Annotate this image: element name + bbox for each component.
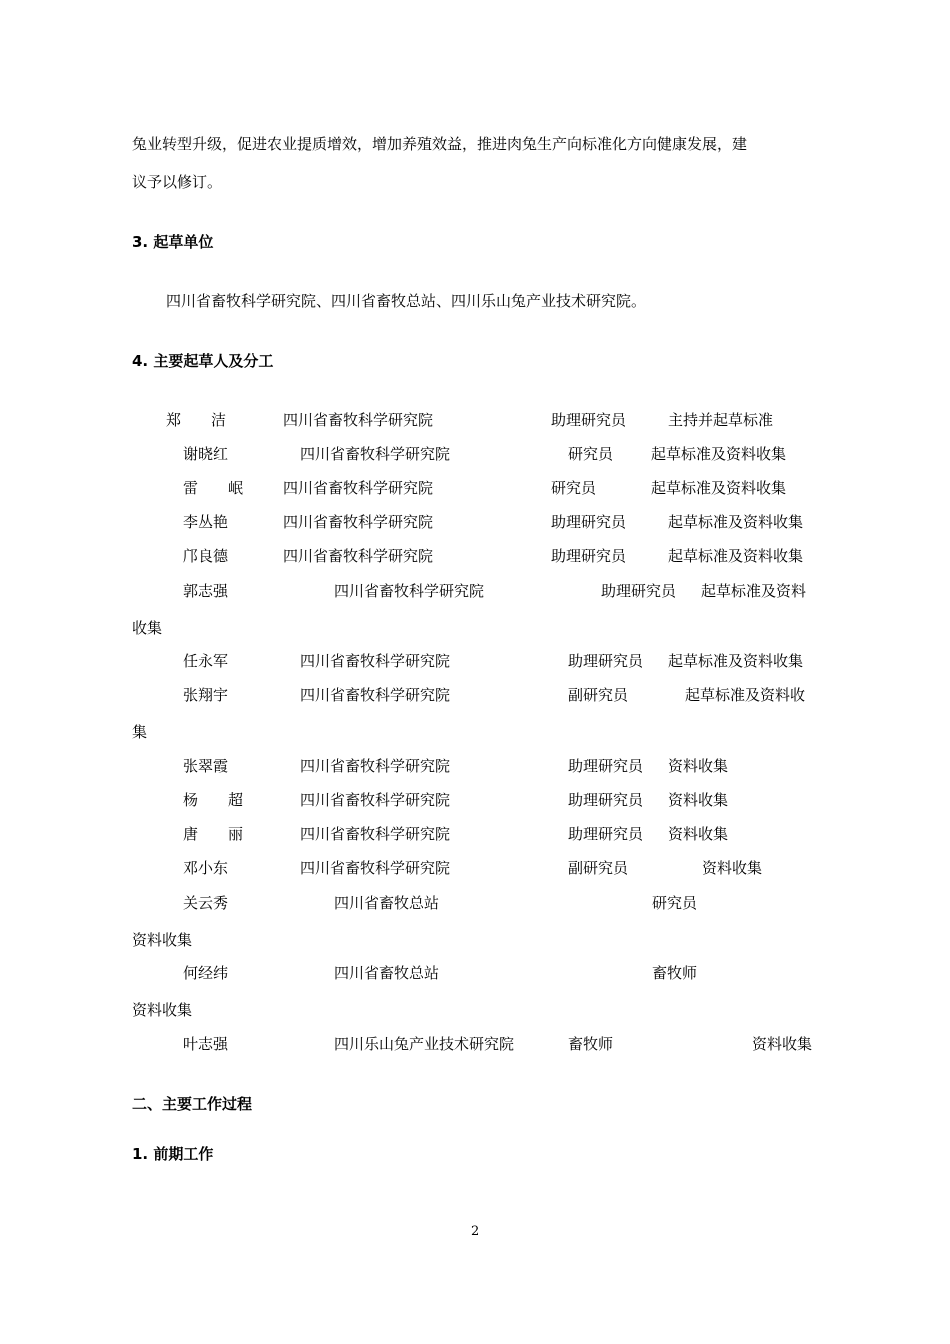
drafter-org: 四川省畜牧总站 [334, 894, 440, 912]
drafter-name: 郭志强 [183, 582, 229, 600]
drafter-role: 主持并起草标准 [668, 411, 774, 429]
drafter-org: 四川省畜牧科学研究院 [283, 411, 434, 429]
drafter-role: 资料收集 [668, 791, 729, 809]
drafter-name: 邓小东 [183, 859, 229, 877]
drafter-title: 畜牧师 [568, 1035, 614, 1053]
drafter-role: 起草标准及资料收集 [651, 479, 787, 497]
drafter-title: 助理研究员 [551, 411, 627, 429]
page-number: 2 [471, 1224, 480, 1239]
drafter-title: 助理研究员 [568, 791, 644, 809]
drafter-title: 助理研究员 [568, 652, 644, 670]
drafter-role-wrap: 收集 [132, 619, 163, 637]
drafter-org: 四川省畜牧科学研究院 [300, 859, 451, 877]
drafter-name: 唐 丽 [183, 825, 244, 843]
drafter-org: 四川省畜牧科学研究院 [300, 791, 451, 809]
drafter-role: 起草标准及资料收集 [651, 445, 787, 463]
drafter-title: 助理研究员 [551, 547, 627, 565]
drafter-role: 资料收集 [752, 1035, 813, 1053]
drafter-name: 张翠霞 [183, 757, 229, 775]
drafter-name: 邝良德 [183, 547, 229, 565]
drafter-role-wrap: 资料收集 [132, 931, 193, 949]
drafter-title: 助理研究员 [568, 825, 644, 843]
drafter-org: 四川省畜牧科学研究院 [300, 757, 451, 775]
drafter-role-wrap: 集 [132, 723, 148, 741]
intro-line-2: 议予以修订。 [132, 173, 223, 191]
drafter-name: 谢晓红 [183, 445, 229, 463]
drafter-name: 雷 岷 [183, 479, 244, 497]
drafter-name: 郑 洁 [166, 411, 227, 429]
drafter-org: 四川省畜牧科学研究院 [300, 652, 451, 670]
drafter-name: 任永军 [183, 652, 229, 670]
drafter-role: 起草标准及资料收集 [668, 513, 804, 531]
drafter-title: 畜牧师 [652, 964, 698, 982]
drafter-title: 助理研究员 [568, 757, 644, 775]
drafter-name: 杨 超 [183, 791, 244, 809]
drafter-org: 四川省畜牧科学研究院 [300, 825, 451, 843]
drafter-role: 起草标准及资料收集 [668, 652, 804, 670]
drafter-org: 四川省畜牧科学研究院 [283, 479, 434, 497]
drafter-org: 四川省畜牧科学研究院 [283, 547, 434, 565]
drafter-role: 资料收集 [668, 757, 729, 775]
section-3-text: 四川省畜牧科学研究院、四川省畜牧总站、四川乐山兔产业技术研究院。 [166, 292, 647, 310]
drafter-org: 四川省畜牧科学研究院 [300, 686, 451, 704]
drafter-title: 助理研究员 [601, 582, 677, 600]
section-two-heading: 二、主要工作过程 [132, 1095, 253, 1113]
drafter-role: 资料收集 [702, 859, 763, 877]
drafter-role: 起草标准及资料收 [685, 686, 806, 704]
drafter-title: 研究员 [568, 445, 614, 463]
section-4-heading: 4. 主要起草人及分工 [132, 352, 274, 370]
drafter-title: 研究员 [652, 894, 698, 912]
drafter-role: 起草标准及资料收集 [668, 547, 804, 565]
drafter-org: 四川乐山兔产业技术研究院 [334, 1035, 515, 1053]
drafter-name: 关云秀 [183, 894, 229, 912]
drafter-name: 何经纬 [183, 964, 229, 982]
drafter-org: 四川省畜牧科学研究院 [300, 445, 451, 463]
section-two-sub-1: 1. 前期工作 [132, 1145, 214, 1163]
drafter-org: 四川省畜牧科学研究院 [283, 513, 434, 531]
drafter-role: 资料收集 [668, 825, 729, 843]
drafter-title: 副研究员 [568, 859, 629, 877]
drafter-name: 叶志强 [183, 1035, 229, 1053]
drafter-title: 副研究员 [568, 686, 629, 704]
drafter-title: 研究员 [551, 479, 597, 497]
drafter-role: 起草标准及资料 [701, 582, 807, 600]
drafter-title: 助理研究员 [551, 513, 627, 531]
section-3-heading: 3. 起草单位 [132, 233, 214, 251]
drafter-name: 李丛艳 [183, 513, 229, 531]
intro-line-1: 兔业转型升级，促进农业提质增效，增加养殖效益，推进肉兔生产向标准化方向健康发展，建 [132, 135, 748, 153]
drafter-org: 四川省畜牧总站 [334, 964, 440, 982]
drafter-name: 张翔宇 [183, 686, 229, 704]
drafter-role-wrap: 资料收集 [132, 1001, 193, 1019]
drafter-org: 四川省畜牧科学研究院 [334, 582, 485, 600]
